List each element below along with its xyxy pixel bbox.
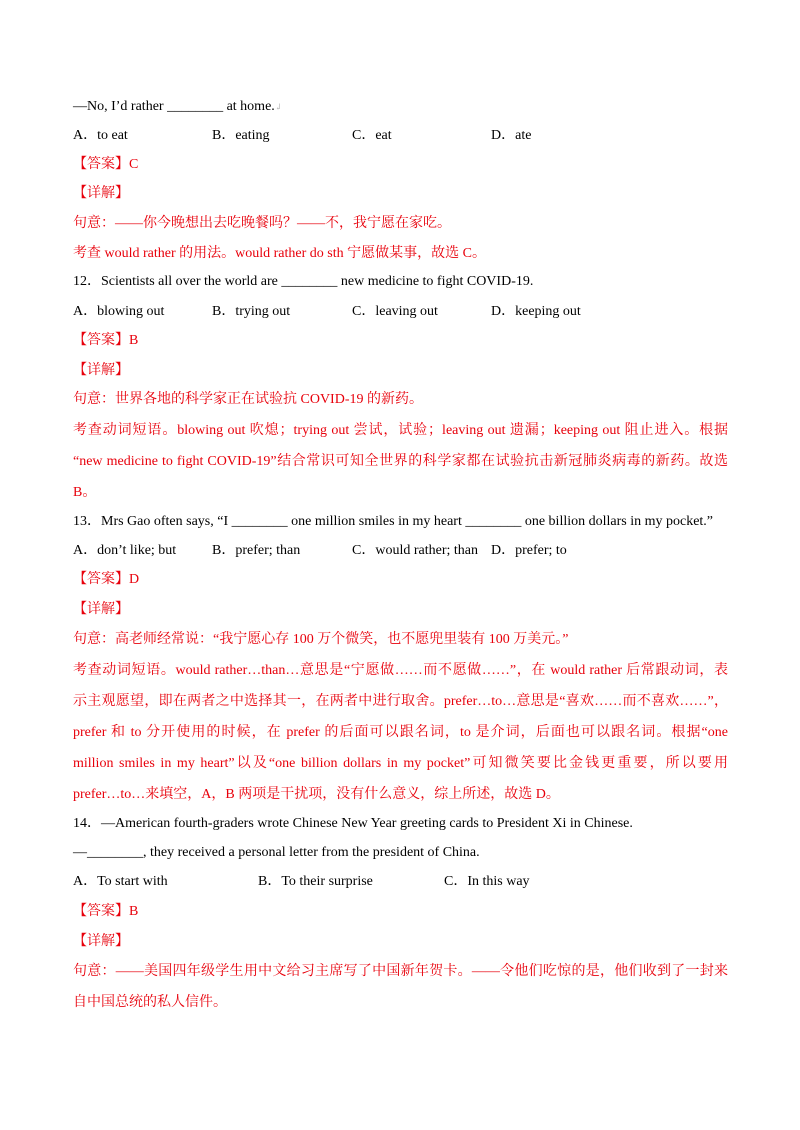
- q13-stem: 13．Mrs Gao often says, “I ________ one million smiles in my heart ________ one billion dollars in my pocket.”: [73, 514, 714, 529]
- q13-option-d: D．prefer; to: [491, 543, 567, 558]
- q12-meaning: 句意：世界各地的科学家正在试验抗 COVID-19 的新药。: [73, 392, 423, 407]
- q14-stem-line2: —________, they received a personal letter from the president of China.: [73, 845, 480, 860]
- q14-option-c: C．In this way: [444, 874, 530, 889]
- q14-explain-label: 【详解】: [73, 934, 129, 949]
- q13-explain-label: 【详解】: [73, 602, 129, 617]
- q14-meaning: [73, 956, 728, 1018]
- q11-option-c: C．eat: [352, 128, 392, 143]
- q12-analysis-line: 考查动词短语。blowing out 吹熄；trying out 尝试，试验；leaving out 遗漏；keeping out 阻止进入。根据: [73, 423, 728, 438]
- q12-option-d: D．keeping out: [491, 304, 581, 319]
- q14-option-a: A．To start with: [73, 874, 168, 889]
- q13-option-b: B．prefer; than: [212, 543, 301, 558]
- q12-answer: 【答案】B: [73, 333, 139, 348]
- q14-meaning-line: 句意：——美国四年级学生用中文给习主席写了中国新年贺卡。——令他们吃惊的是，他们收到了一封来: [73, 964, 728, 979]
- q13-analysis-line: million smiles in my heart”以及“one billion dollars in my pocket”可知微笑要比金钱更重要，所以要用: [73, 756, 728, 771]
- q12-explain-label: 【详解】: [73, 363, 129, 378]
- q12-option-b: B．trying out: [212, 304, 291, 319]
- q11-option-a: A．to eat: [73, 128, 128, 143]
- q13-option-c: C．would rather; than: [352, 543, 478, 558]
- q12-analysis-line: “new medicine to fight COVID-19”结合常识可知全世界的科学家都在试验抗击新冠肺炎病毒的新药。故选: [73, 454, 728, 469]
- q11-stem: —No, I’d rather ________ at home.↲: [73, 99, 283, 114]
- q11-analysis: 考查 would rather 的用法。would rather do sth 宁愿做某事，故选 C。: [73, 246, 486, 261]
- q12-option-c: C．leaving out: [352, 304, 438, 319]
- q14-answer: 【答案】B: [73, 904, 139, 919]
- q13-answer: 【答案】D: [73, 572, 140, 587]
- q13-analysis-line: 示主观愿望，即在两者之中选择其一，在两者中进行取舍。prefer…to…意思是“喜欢……而不喜欢……”，: [73, 694, 728, 709]
- q13-analysis: [73, 655, 728, 810]
- q13-option-a: A．don’t like; but: [73, 543, 177, 558]
- q12-stem: 12．Scientists all over the world are ________ new medicine to fight COVID-19.: [73, 274, 534, 289]
- q11-answer: 【答案】C: [73, 157, 139, 172]
- q11-option-d: D．ate: [491, 128, 532, 143]
- q11-meaning: 句意：——你今晚想出去吃晚餐吗？——不，我宁愿在家吃。: [73, 216, 451, 231]
- q11-explain-label: 【详解】: [73, 186, 129, 201]
- q12-option-a: A．blowing out: [73, 304, 165, 319]
- q13-analysis-line: prefer…to…来填空，A，B 两项是干扰项，没有什么意义，综上所述，故选 D。: [73, 787, 560, 802]
- q13-analysis-line: 考查动词短语。would rather…than…意思是“宁愿做……而不愿做……”，在 would rather 后常跟动词，表: [73, 663, 728, 678]
- q11-option-b: B．eating: [212, 128, 270, 143]
- q14-meaning-line: 自中国总统的私人信件。: [73, 995, 227, 1010]
- q13-meaning: 句意：高老师经常说：“我宁愿心存 100 万个微笑，也不愿兜里装有 100 万美元。”: [73, 632, 569, 647]
- q12-analysis-line: B。: [73, 485, 97, 500]
- q14-option-b: B．To their surprise: [258, 874, 373, 889]
- q13-analysis-line: prefer 和 to 分开使用的时候，在 prefer 的后面可以跟名词，to 是介词，后面也可以跟名词。根据“one: [73, 725, 728, 740]
- q12-analysis: [73, 415, 728, 508]
- q14-stem-line1: 14．—American fourth-graders wrote Chinese New Year greeting cards to President Xi in Chinese.: [73, 816, 633, 831]
